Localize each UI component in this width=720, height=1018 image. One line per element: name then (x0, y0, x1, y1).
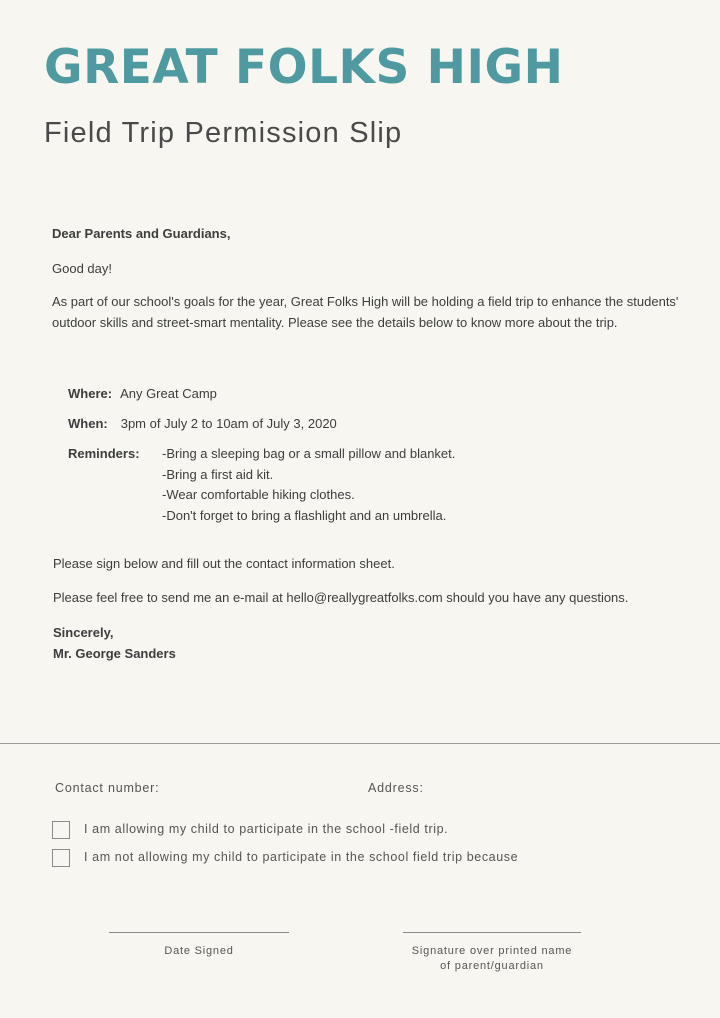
date-signed-caption: Date Signed (164, 945, 234, 957)
page-title: Field Trip Permission Slip (44, 117, 403, 149)
disallow-checkbox[interactable] (52, 849, 70, 867)
where-label: Where: (68, 386, 113, 401)
sender-name: Mr. George Sanders (53, 646, 176, 661)
reminder-item: -Bring a sleeping bag or a small pillow and blanket. (162, 446, 456, 461)
school-name: GREAT FOLKS HIGH (44, 40, 564, 95)
sign-instruction: Please sign below and fill out the contact information sheet. (53, 556, 395, 571)
reminder-item: -Wear comfortable hiking clothes. (162, 487, 355, 502)
reminder-item: -Bring a first aid kit. (162, 466, 274, 482)
reminders-row (68, 444, 140, 465)
signature-caption-line: Signature over printed name (411, 945, 573, 957)
contact-number-field[interactable]: Contact number: (55, 781, 160, 795)
when-row (68, 414, 337, 435)
signature-caption (392, 944, 592, 974)
letter-body (52, 224, 682, 333)
where-row (68, 384, 217, 405)
reminders-label: Reminders: (68, 446, 140, 461)
disallow-option-label: I am not allowing my child to participate in the school field trip because (84, 850, 519, 864)
allow-option-label: I am allowing my child to participate in the school -field trip. (84, 822, 449, 836)
allow-checkbox[interactable] (52, 821, 70, 839)
date-signed-line[interactable] (109, 932, 289, 933)
where-value: Any Great Camp (120, 386, 217, 401)
signature-caption-line: of parent/guardian (440, 960, 544, 972)
email-note: Please feel free to send me an e-mail at hello@reallygreatfolks.com should you have any questions. (53, 590, 629, 605)
greeting: Good day! (52, 260, 112, 276)
address-field[interactable]: Address: (368, 781, 424, 795)
when-label: When: (68, 416, 108, 431)
reminder-item: -Don't forget to bring a flashlight and an umbrella. (162, 507, 447, 523)
reminder-list (162, 444, 455, 526)
sincerely: Sincerely, (53, 625, 114, 640)
section-divider (0, 743, 720, 744)
when-value: 3pm of July 2 to 10am of July 3, 2020 (120, 416, 337, 431)
intro-paragraph: As part of our school's goals for the year, Great Folks High will be holding a field trip to enhance the students' outdoor skills and street-smart mentality. Please see the details below to know more about the trip. (52, 294, 679, 330)
salutation: Dear Parents and Guardians, (52, 226, 231, 241)
closing-section (53, 553, 683, 664)
signature-line[interactable] (403, 932, 581, 933)
